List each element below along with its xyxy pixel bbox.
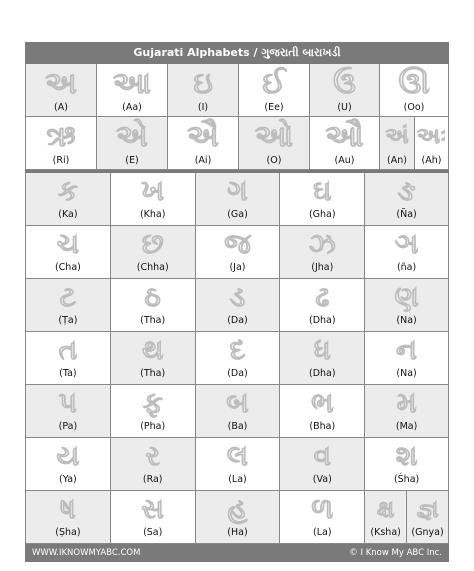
consonant-cell: [365, 226, 449, 279]
consonant-label: (Kha): [139, 209, 166, 220]
consonant-row: [25, 438, 449, 491]
consonant-cell: [365, 438, 449, 491]
vowel-cell: [97, 64, 168, 117]
consonant-cell: [196, 385, 281, 438]
consonant-cell: [26, 385, 111, 438]
vowel-glyph: ઋ: [46, 119, 76, 154]
consonant-cell: [111, 438, 196, 491]
consonant-label: (La): [228, 474, 247, 485]
consonant-cell: [196, 173, 281, 226]
consonant-label: (Ka): [58, 209, 78, 220]
consonant-cell: [26, 279, 111, 332]
consonant-glyph: બ: [226, 386, 249, 419]
vowel-glyph: આ: [112, 66, 152, 101]
vowel-glyph: ઔ: [325, 119, 364, 154]
consonant-cell: [26, 438, 111, 491]
consonant-glyph: મ: [396, 386, 417, 419]
consonant-glyph: ય: [56, 439, 80, 472]
consonant-label: (Va): [312, 474, 332, 485]
vowel-glyph: ઈ: [262, 66, 286, 101]
consonant-label: (Ma): [395, 421, 418, 432]
vowel-glyph: અ: [45, 66, 77, 101]
vowel-label: (An): [387, 155, 407, 166]
vowel-cell: [380, 64, 449, 117]
consonant-label: (Dha): [309, 315, 336, 326]
consonant-cell: [111, 173, 196, 226]
consonant-glyph: ન: [396, 333, 418, 366]
consonant-row: [25, 491, 449, 544]
consonant-label: (Pa): [58, 421, 78, 432]
vowel-cell: [310, 117, 380, 170]
vowel-cell: [26, 64, 97, 117]
vowel-glyph: અઃ: [416, 124, 447, 149]
consonant-label: (Gha): [308, 209, 336, 220]
consonant-label: (Tha): [140, 368, 166, 379]
consonant-label: (Tha): [140, 315, 166, 326]
consonant-glyph: ફ: [142, 386, 163, 419]
consonant-label: (Jha): [311, 262, 334, 273]
vowel-label: (Oo): [403, 102, 425, 113]
vowel-label: (Ri): [52, 155, 70, 166]
vowel-label: (Ai): [194, 155, 212, 166]
consonant-cell: [280, 279, 365, 332]
vowel-label: (Aa): [122, 102, 142, 113]
vowel-cell: [239, 64, 310, 117]
consonant-glyph: જ: [224, 227, 251, 260]
consonant-label: (Ta): [59, 368, 77, 379]
conjunct-cell: [365, 491, 406, 543]
vowel-cell: [97, 117, 168, 170]
consonant-label: (Da): [227, 368, 248, 379]
vowel-cell: [168, 64, 239, 117]
footer-bar: [25, 544, 449, 562]
consonant-cell: [365, 332, 449, 385]
consonant-glyph: દ: [229, 333, 246, 366]
vowel-section: [25, 64, 449, 170]
vowel-label: (U): [337, 102, 352, 113]
vowel-label: (A): [54, 102, 68, 113]
consonant-label: (Ha): [227, 527, 248, 538]
consonant-glyph: ક: [58, 174, 78, 207]
vowel-label: (I): [197, 102, 209, 113]
consonant-cell: [111, 332, 196, 385]
consonant-label: (Na): [396, 368, 417, 379]
consonant-row: [25, 279, 449, 332]
vowel-label: (Ee): [264, 102, 284, 113]
consonant-cell: [365, 279, 449, 332]
consonant-label: (Ra): [142, 474, 163, 485]
consonant-label: (Na): [396, 315, 417, 326]
consonant-glyph: શ: [395, 439, 418, 472]
vowel-cell: [168, 117, 239, 170]
consonant-row: [25, 226, 449, 279]
consonant-label: (Ṣha): [55, 527, 81, 538]
consonant-cell: [26, 491, 111, 544]
conjunct-glyph: ક્ષ: [376, 495, 395, 523]
consonant-cell: [280, 438, 365, 491]
vowel-label: (O): [266, 155, 282, 166]
vowel-glyph: ઊ: [398, 66, 430, 101]
consonant-label: (Śha): [393, 474, 420, 485]
vowel-cell: [239, 117, 310, 170]
consonant-cell: [365, 173, 449, 226]
consonant-cell: [280, 226, 365, 279]
consonant-label: (ña): [396, 262, 417, 273]
consonant-glyph: સ: [141, 492, 165, 525]
vowel-glyph: ઇ: [193, 66, 213, 101]
vowel-cell: [310, 64, 380, 117]
consonant-row: [25, 173, 449, 226]
consonant-cell: [365, 491, 449, 544]
consonant-label: (Cha): [54, 262, 81, 273]
consonant-glyph: વ: [313, 439, 332, 472]
consonant-label: (Ga): [227, 209, 248, 220]
consonant-label: (Dha): [309, 368, 336, 379]
consonant-label: (Da): [227, 315, 248, 326]
vowel-row-2: [25, 117, 449, 170]
consonant-glyph: ઘ: [313, 174, 332, 207]
footer-website: WWW.IKNOWMYABC.COM: [32, 548, 141, 558]
consonant-glyph: ગ: [227, 174, 248, 207]
consonant-glyph: ત: [58, 333, 78, 366]
consonant-cell: [196, 438, 281, 491]
consonant-section: [25, 173, 449, 544]
consonant-glyph: ચ: [56, 227, 80, 260]
consonant-cell: [111, 491, 196, 544]
vowel-label: (Ah): [421, 155, 442, 166]
consonant-glyph: ભ: [311, 386, 334, 419]
consonant-cell: [111, 279, 196, 332]
consonant-glyph: ઞ: [394, 227, 419, 260]
consonant-label: (Pha): [140, 421, 166, 432]
consonant-glyph: ળ: [311, 492, 334, 525]
consonant-cell: [280, 385, 365, 438]
vowel-label: (Au): [334, 155, 355, 166]
vowel-label: (E): [125, 155, 139, 166]
consonant-label: (Ja): [229, 262, 246, 273]
consonant-label: (Ña): [396, 209, 417, 220]
conjunct-label: (Gnya): [411, 527, 444, 538]
consonant-glyph: ટ: [59, 280, 77, 313]
consonant-label: (Ya): [59, 474, 77, 485]
consonant-label: (Chha): [136, 262, 169, 273]
consonant-cell: [196, 226, 281, 279]
vowel-glyph: ઐ: [187, 119, 219, 154]
consonant-label: (Sa): [143, 527, 163, 538]
vowel-cell: [26, 117, 97, 170]
vowel-glyph: ઓ: [254, 119, 294, 154]
consonant-glyph: ખ: [141, 174, 165, 207]
consonant-glyph: થ: [141, 333, 164, 366]
consonant-glyph: હ: [227, 492, 248, 525]
consonant-cell: [196, 332, 281, 385]
consonant-cell: [111, 385, 196, 438]
consonant-cell: [111, 226, 196, 279]
consonant-cell: [196, 491, 281, 544]
consonant-cell: [280, 491, 365, 544]
vowel-cell: [380, 117, 415, 170]
consonant-glyph: ઙ: [397, 174, 416, 207]
consonant-row: [25, 385, 449, 438]
sheet-title: Gujarati Alphabets / ગુજરાતી બારાખડી: [25, 42, 449, 64]
consonant-glyph: ઝ: [308, 227, 336, 260]
consonant-glyph: ઢ: [315, 280, 330, 313]
consonant-cell: [26, 332, 111, 385]
consonant-glyph: ઠ: [144, 280, 161, 313]
footer-copyright: © I Know My ABC Inc.: [349, 548, 442, 558]
consonant-glyph: ધ: [313, 333, 331, 366]
consonant-cell: [26, 226, 111, 279]
vowel-glyph: ઉ: [333, 66, 356, 101]
consonant-row: [25, 332, 449, 385]
consonant-glyph: ર: [145, 439, 160, 472]
alphabet-sheet: [25, 42, 449, 562]
consonant-label: (La): [313, 527, 332, 538]
conjunct-cell: [406, 491, 448, 543]
consonant-cell: [196, 279, 281, 332]
vowel-row-1: [25, 64, 449, 117]
consonant-glyph: ષ: [60, 492, 76, 525]
conjunct-glyph: જ્ઞ: [416, 495, 439, 523]
vowel-glyph: અં: [385, 124, 409, 149]
consonant-glyph: ડ: [229, 280, 246, 313]
consonant-cell: [26, 173, 111, 226]
consonant-cell: [280, 173, 365, 226]
consonant-label: (Ṭa): [58, 315, 78, 326]
consonant-cell: [280, 332, 365, 385]
consonant-cell: [365, 385, 449, 438]
consonant-label: (Ba): [227, 421, 248, 432]
conjunct-label: (Ksha): [370, 527, 401, 538]
vowel-cell: [415, 117, 449, 170]
consonant-glyph: છ: [141, 227, 164, 260]
consonant-glyph: પ: [58, 386, 77, 419]
consonant-label: (Bha): [309, 421, 336, 432]
consonant-glyph: ણ: [394, 280, 419, 313]
vowel-glyph: એ: [116, 119, 148, 154]
consonant-glyph: લ: [226, 439, 249, 472]
